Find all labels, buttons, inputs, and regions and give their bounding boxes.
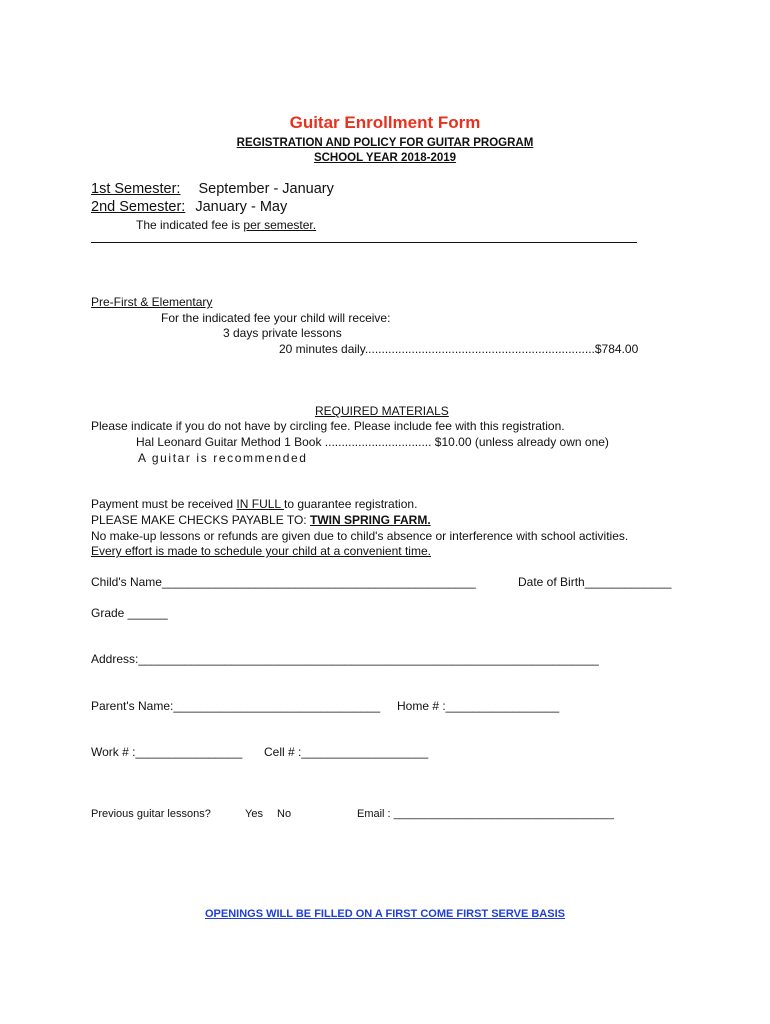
payee-name: TWIN SPRING FARM.	[309, 513, 431, 527]
materials-heading: REQUIRED MATERIALS	[315, 404, 449, 418]
second-semester-row	[91, 199, 287, 215]
home-phone-field[interactable]: Home # :_________________	[397, 699, 560, 713]
child-name-field[interactable]: Child's Name_______________________________________________	[91, 575, 476, 589]
work-phone-field[interactable]: Work # :________________	[91, 745, 243, 759]
materials-line-1: Please indicate if you do not have by circling fee. Please include fee with this registration.	[91, 419, 565, 433]
first-semester-dates: September - January	[198, 181, 334, 197]
payment-line-2	[91, 513, 431, 527]
payment-line-3: No make-up lessons or refunds are given due to child's absence or interference with school activities.	[91, 529, 629, 543]
date-of-birth-field[interactable]: Date of Birth_____________	[518, 575, 672, 589]
parent-name-field[interactable]: Parent's Name:_______________________________	[91, 699, 381, 713]
materials-guitar-line: A guitar is recommended	[138, 451, 308, 465]
previous-lessons-no[interactable]: No	[277, 808, 292, 820]
fee-note-emphasis: per semester.	[243, 218, 317, 232]
program-heading: Pre-First & Elementary	[91, 295, 213, 309]
cell-phone-field[interactable]: Cell # :___________________	[264, 745, 429, 759]
first-semester-row	[91, 181, 334, 197]
payment-text-end: to guarantee registration.	[283, 497, 418, 511]
checks-payable-text: PLEASE MAKE CHECKS PAYABLE TO:	[91, 513, 310, 527]
openings-notice: OPENINGS WILL BE FILLED ON A FIRST COME FIRST SERVE BASIS	[205, 908, 565, 920]
payment-line-4: Every effort is made to schedule your child at a convenient time.	[91, 544, 431, 558]
materials-book-line: Hal Leonard Guitar Method 1 Book ................................ $10.00 (unless already own one)	[136, 435, 609, 449]
previous-lessons-yes[interactable]: Yes	[245, 808, 263, 820]
payment-emphasis: IN FULL	[236, 497, 284, 511]
fee-note	[136, 218, 316, 232]
fee-note-text: The indicated fee is	[136, 218, 244, 232]
address-field[interactable]: Address:_____________________________________________________________________	[91, 652, 599, 666]
section-divider	[91, 242, 637, 243]
second-semester-dates: January - May	[195, 199, 288, 215]
payment-line-1	[91, 497, 417, 511]
form-title: Guitar Enrollment Form	[289, 113, 481, 132]
payment-text: Payment must be received	[91, 497, 237, 511]
program-line-1: For the indicated fee your child will receive:	[161, 311, 391, 325]
program-price-line: 20 minutes daily.....................................................................$784.00	[279, 342, 639, 356]
grade-field[interactable]: Grade ______	[91, 606, 168, 620]
form-subtitle-year: SCHOOL YEAR 2018-2019	[313, 152, 457, 164]
first-semester-label: 1st Semester:	[91, 181, 181, 197]
email-field[interactable]: Email : ____________________________________	[357, 808, 614, 820]
program-line-2: 3 days private lessons	[223, 326, 342, 340]
previous-lessons-label: Previous guitar lessons?	[91, 808, 211, 820]
second-semester-label: 2nd Semester:	[91, 199, 186, 215]
form-subtitle-program: REGISTRATION AND POLICY FOR GUITAR PROGRAM	[236, 137, 534, 149]
